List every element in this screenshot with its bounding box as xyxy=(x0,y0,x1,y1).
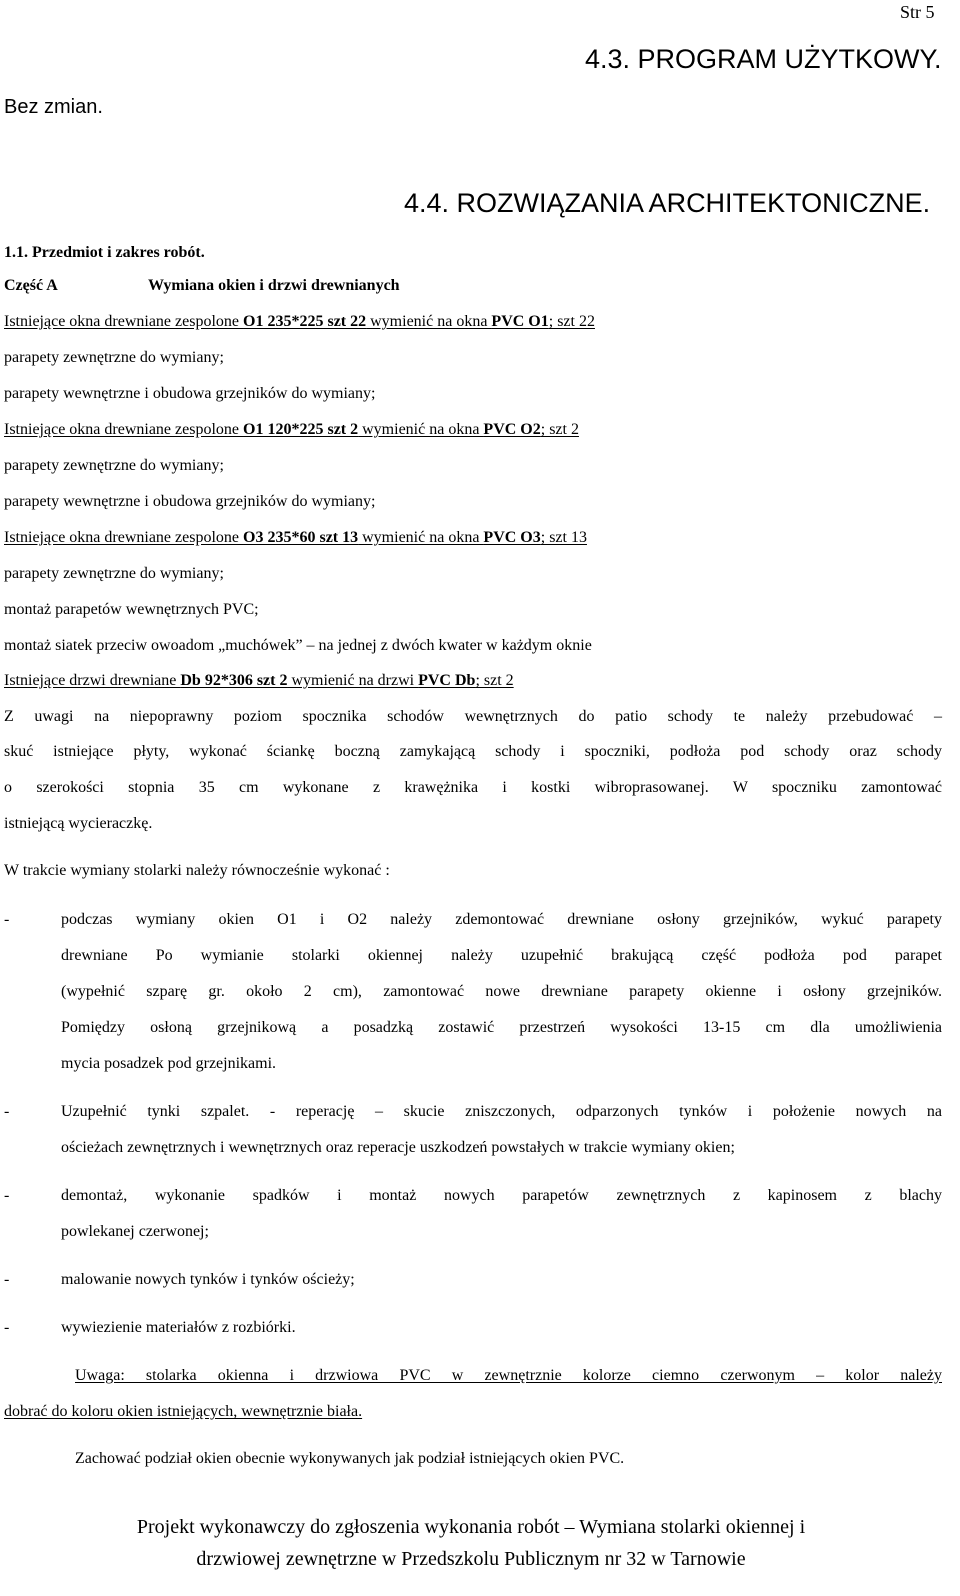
bullet-4-line: malowanie nowych tynków i tynków ościeży; xyxy=(61,1271,355,1288)
color-note-line: Uwaga: stolarka okienna i drzwiowa PVC w zewnętrznie kolorze ciemno czerwonym – kolor należy xyxy=(75,1367,942,1384)
footer-line: drzwiowej zewnętrzne w Przedszkolu Publicznym nr 32 w Tarnowie xyxy=(196,1548,746,1570)
bullet-1-line: drewniane Po wymianie stolarki okiennej należy uzupełnić brakującą część podłoża pod parapet xyxy=(61,947,942,964)
item-o1: Istniejące okna drewniane zespolone O1 235*225 szt 22 wymienić na okna PVC O1; szt 22 xyxy=(4,313,595,330)
stairs-line: o szerokości stopnia 35 cm wykonane z krawężnika i kostki wibroprasowanej. W spoczniku zamontować xyxy=(4,779,942,796)
bullet-3-line: demontaż, wykonanie spadków i montaż nowych parapetów zewnętrznych z kapinosem z blachy xyxy=(61,1187,942,1204)
bullet-1-line: (wypełnić szparę gr. około 2 cm), zamontować nowe drewniane parapety okienne i osłony grzejników. xyxy=(61,983,942,1000)
item-o2: Istniejące okna drewniane zespolone O1 120*225 szt 2 wymienić na okna PVC O2; szt 2 xyxy=(4,421,579,438)
bullet-1-line: podczas wymiany okien O1 i O2 należy zdemontować drewniane osłony grzejników, wykuć parapety xyxy=(61,911,942,928)
bullet-2-line: ościeżach zewnętrznych i wewnętrznych oraz reperacje uszkodzeń powstałych w trakcie wymiany okien; xyxy=(61,1139,735,1156)
stairs-line: Z uwagi na niepoprawny poziom spocznika schodów wewnętrznych do patio schody te należy przebudować – xyxy=(4,708,942,725)
item-o3-line: montaż parapetów wewnętrznych PVC; xyxy=(4,601,259,618)
color-note-line: dobrać do koloru okien istniejących, wewnętrznie biała. xyxy=(4,1403,363,1420)
part-label: Część A xyxy=(4,277,58,294)
item-db: Istniejące drzwi drewniane Db 92*306 szt 2 wymienić na drzwi PVC Db; szt 2 xyxy=(4,672,514,689)
section-heading-4-3: 4.3. PROGRAM UŻYTKOWY. xyxy=(585,44,942,74)
item-o1-line: parapety wewnętrzne i obudowa grzejników do wymiany; xyxy=(4,385,376,402)
bullet-dash: - xyxy=(4,1319,10,1336)
bullet-dash: - xyxy=(4,1187,10,1204)
section-heading-4-4: 4.4. ROZWIĄZANIA ARCHITEKTONICZNE. xyxy=(404,188,931,218)
subject-title: 1.1. Przedmiot i zakres robót. xyxy=(4,244,205,261)
keep-division-note: Zachować podział okien obecnie wykonywanych jak podział istniejących okien PVC. xyxy=(75,1450,625,1467)
bullet-1-line: mycia posadzek pod grzejnikami. xyxy=(61,1055,277,1072)
bullet-2-line: Uzupełnić tynki szpalet. - reperację – skucie zniszczonych, odparzonych tynków i położenie nowych na xyxy=(61,1103,942,1120)
bullet-dash: - xyxy=(4,1271,10,1288)
item-o2-line: parapety zewnętrzne do wymiany; xyxy=(4,457,224,474)
bullet-dash: - xyxy=(4,911,10,928)
item-o1-line: parapety zewnętrzne do wymiany; xyxy=(4,349,224,366)
stairs-line: skuć istniejące płyty, wykonać ściankę boczną zamykającą schody i spoczniki, podłoża pod schody oraz schody xyxy=(4,743,942,760)
bullet-1-line: Pomiędzy osłoną grzejnikową a posadzką zostawić przestrzeń wysokości 13-15 cm dla umożliwienia xyxy=(61,1019,942,1036)
no-change-note: Bez zmian. xyxy=(4,96,103,118)
item-o3-line: parapety zewnętrzne do wymiany; xyxy=(4,565,224,582)
part-title: Wymiana okien i drzwi drewnianych xyxy=(148,277,400,294)
bullet-5-line: wywiezienie materiałów z rozbiórki. xyxy=(61,1319,296,1336)
stairs-line: istniejącą wycieraczkę. xyxy=(4,815,153,832)
during-intro: W trakcie wymiany stolarki należy równocześnie wykonać : xyxy=(4,862,390,879)
item-o3: Istniejące okna drewniane zespolone O3 235*60 szt 13 wymienić na okna PVC O3; szt 13 xyxy=(4,529,587,546)
bullet-dash: - xyxy=(4,1103,10,1120)
bullet-3-line: powlekanej czerwonej; xyxy=(61,1223,209,1240)
footer-line: Projekt wykonawczy do zgłoszenia wykonania robót – Wymiana stolarki okiennej i xyxy=(136,1516,806,1538)
item-o3-line: montaż siatek przeciw owoadom „muchówek” – na jednej z dwóch kwater w każdym oknie xyxy=(4,637,592,654)
item-o2-line: parapety wewnętrzne i obudowa grzejników do wymiany; xyxy=(4,493,376,510)
page-number: Str 5 xyxy=(900,2,935,22)
